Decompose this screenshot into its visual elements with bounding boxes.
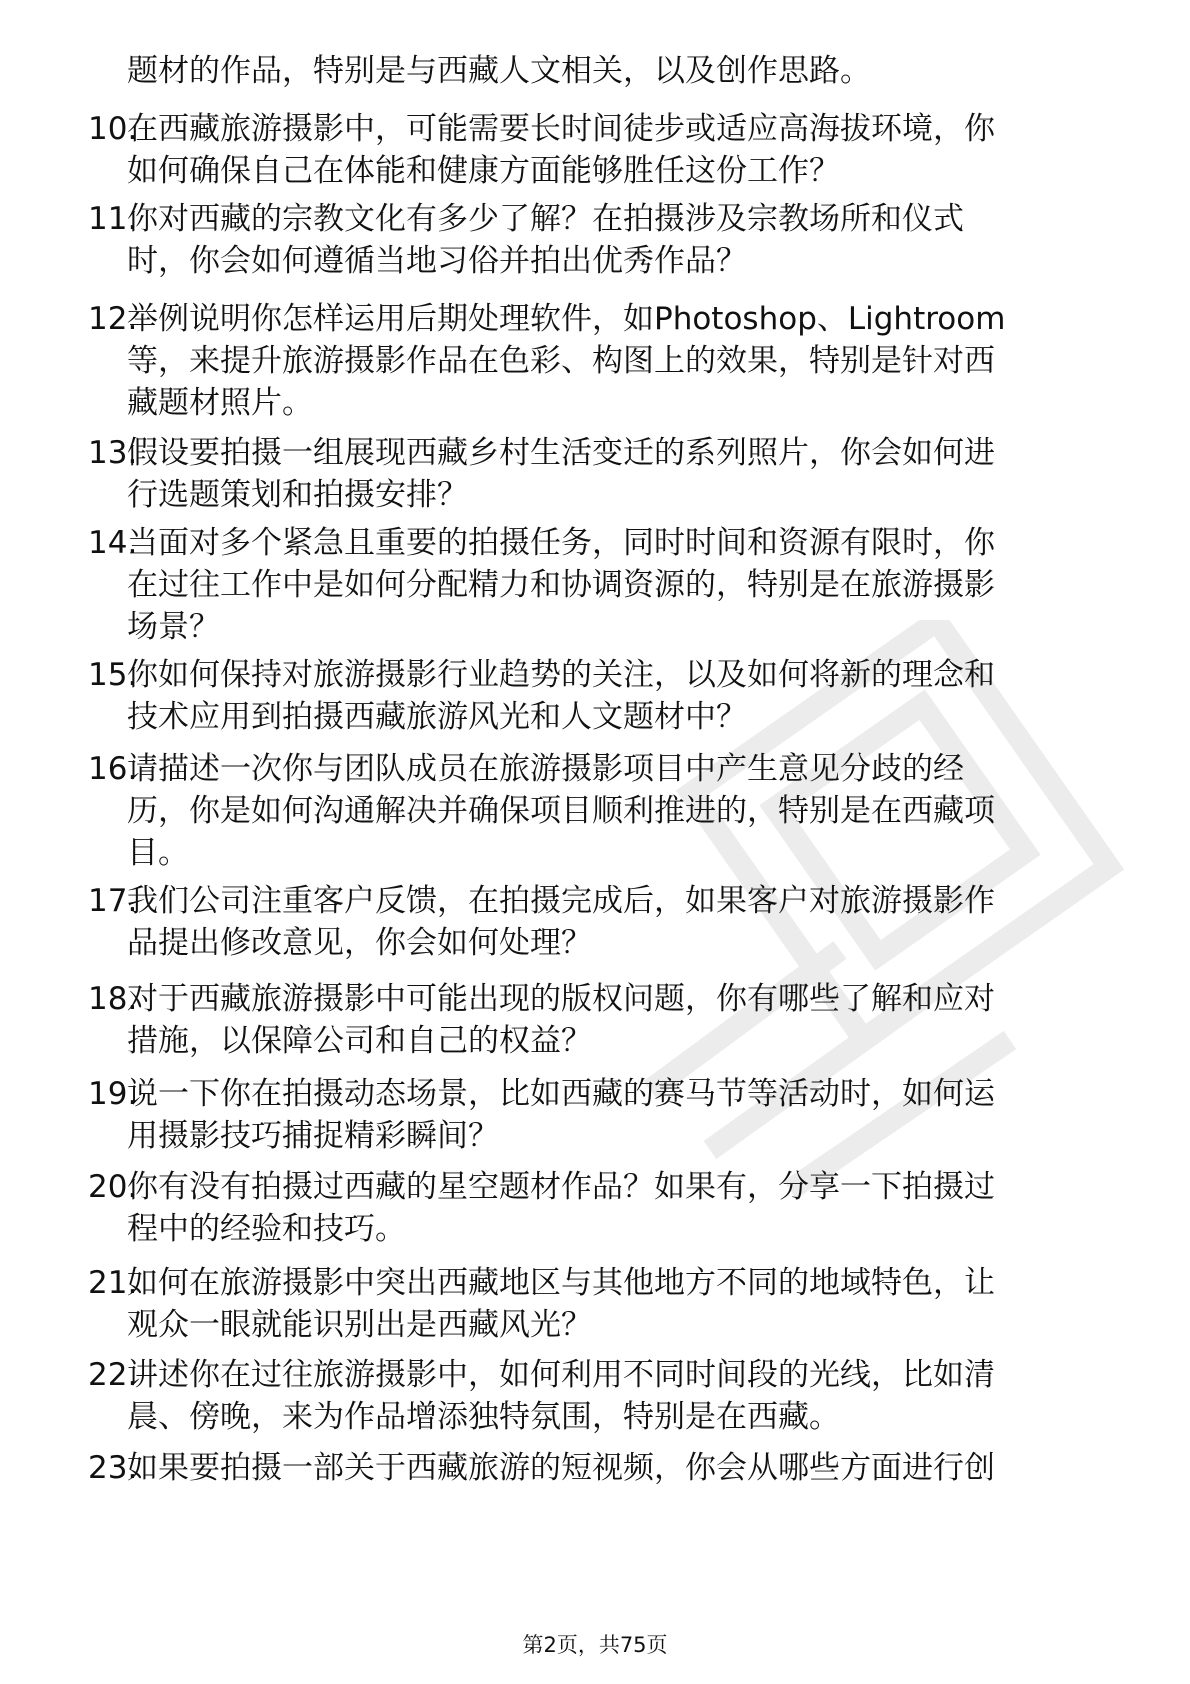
item-number: 23. xyxy=(88,1450,138,1486)
item-text xyxy=(127,198,1127,282)
item-number: 18. xyxy=(88,981,138,1017)
item-line: 行选题策划和拍摄安排？ xyxy=(127,477,468,513)
item-text xyxy=(127,1447,1127,1489)
item-number: 12. xyxy=(88,301,138,337)
item-line: 你有没有拍摄过西藏的星空题材作品？如果有，分享一下拍摄过 xyxy=(127,1169,995,1205)
item-line: 请描述一次你与团队成员在旅游摄影项目中产生意见分歧的经 xyxy=(127,751,964,787)
item-line: 我们公司注重客户反馈，在拍摄完成后，如果客户对旅游摄影作 xyxy=(127,883,995,919)
item-line: 历，你是如何沟通解决并确保项目顺利推进的，特别是在西藏项 xyxy=(127,793,995,829)
item-line: 目。 xyxy=(127,835,189,871)
item-line: 如果要拍摄一部关于西藏旅游的短视频，你会从哪些方面进行创 xyxy=(127,1450,995,1486)
continuation-text: 题材的作品，特别是与西藏人文相关，以及创作思路。 xyxy=(127,53,871,89)
item-number: 16. xyxy=(88,751,138,787)
item-line: 你如何保持对旅游摄影行业趋势的关注，以及如何将新的理念和 xyxy=(127,657,995,693)
item-number: 14. xyxy=(88,525,138,561)
item-line: 假设要拍摄一组展现西藏乡村生活变迁的系列照片，你会如何进 xyxy=(127,435,995,471)
item-text xyxy=(127,298,1127,424)
item-line: 说一下你在拍摄动态场景，比如西藏的赛马节等活动时，如何运 xyxy=(127,1076,995,1112)
item-text xyxy=(127,654,1127,738)
item-line: 在过往工作中是如何分配精力和协调资源的，特别是在旅游摄影 xyxy=(127,567,995,603)
item-text xyxy=(127,978,1127,1062)
item-line: 在西藏旅游摄影中，可能需要长时间徒步或适应高海拔环境，你 xyxy=(127,111,995,147)
item-number: 22. xyxy=(88,1357,138,1393)
item-text xyxy=(127,1354,1127,1438)
item-text xyxy=(127,108,1127,192)
item-line: 程中的经验和技巧。 xyxy=(127,1211,406,1247)
item-number: 17. xyxy=(88,883,138,919)
item-line: 藏题材照片。 xyxy=(127,385,313,421)
item-line: 观众一眼就能识别出是西藏风光？ xyxy=(127,1307,592,1343)
item-number: 15. xyxy=(88,657,138,693)
item-line: 如何在旅游摄影中突出西藏地区与其他地方不同的地域特色，让 xyxy=(127,1265,995,1301)
item-line: 用摄影技巧捕捉精彩瞬间？ xyxy=(127,1118,499,1154)
item-text xyxy=(127,432,1127,516)
item-number: 13. xyxy=(88,435,138,471)
item-line: 讲述你在过往旅游摄影中，如何利用不同时间段的光线，比如清 xyxy=(127,1357,995,1393)
item-number: 10. xyxy=(88,111,138,147)
item-line: 品提出修改意见，你会如何处理？ xyxy=(127,925,592,961)
item-text xyxy=(127,748,1127,874)
item-line: 你对西藏的宗教文化有多少了解？在拍摄涉及宗教场所和仪式 xyxy=(127,201,964,237)
item-number: 21. xyxy=(88,1265,138,1301)
item-line: 场景？ xyxy=(127,609,220,645)
item-line: 晨、傍晚，来为作品增添独特氛围，特别是在西藏。 xyxy=(127,1399,840,1435)
item-line: 时，你会如何遵循当地习俗并拍出优秀作品？ xyxy=(127,243,747,279)
item-line: 举例说明你怎样运用后期处理软件，如Photoshop、Lightroom xyxy=(127,301,1006,337)
item-text xyxy=(127,1073,1127,1157)
item-line: 等，来提升旅游摄影作品在色彩、构图上的效果，特别是针对西 xyxy=(127,343,995,379)
item-line: 对于西藏旅游摄影中可能出现的版权问题，你有哪些了解和应对 xyxy=(127,981,995,1017)
page-footer: 第2页，共75页 xyxy=(522,1633,668,1657)
item-text xyxy=(127,1166,1127,1250)
item-number: 19. xyxy=(88,1076,138,1112)
item-text xyxy=(127,880,1127,964)
item-text xyxy=(127,1262,1127,1346)
item-text xyxy=(127,522,1127,648)
item-number: 20. xyxy=(88,1169,138,1205)
item-number: 11. xyxy=(88,201,138,237)
item-line: 如何确保自己在体能和健康方面能够胜任这份工作？ xyxy=(127,153,840,189)
item-line: 技术应用到拍摄西藏旅游风光和人文题材中？ xyxy=(127,699,747,735)
item-line: 当面对多个紧急且重要的拍摄任务，同时时间和资源有限时，你 xyxy=(127,525,995,561)
item-line: 措施，以保障公司和自己的权益？ xyxy=(127,1023,592,1059)
